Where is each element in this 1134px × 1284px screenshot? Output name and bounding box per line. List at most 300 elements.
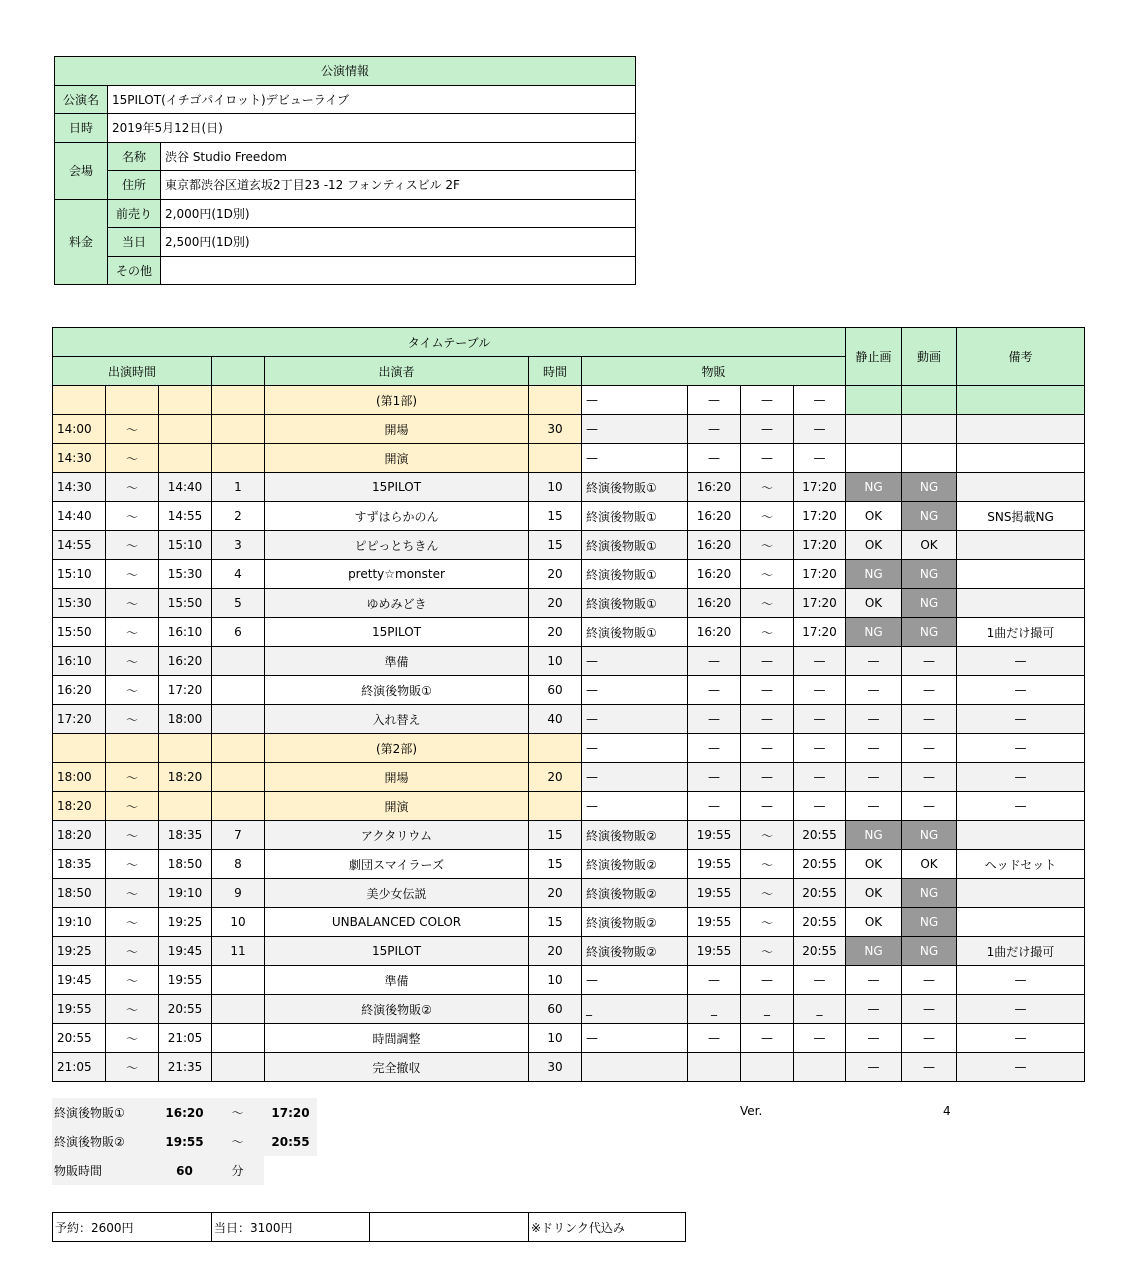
note <box>957 908 1085 937</box>
merch-start: 16:20 <box>688 473 741 502</box>
merch1-label: 終演後物販① <box>52 1098 158 1127</box>
timetable-row <box>53 415 1085 444</box>
photo-permission: NG <box>846 618 902 647</box>
merch-end: — <box>794 444 846 473</box>
photo-permission: NG <box>846 473 902 502</box>
merch-start: — <box>688 647 741 676</box>
photo-permission: OK <box>846 879 902 908</box>
time-tilde: ～ <box>106 676 159 705</box>
act-number <box>212 647 265 676</box>
duration <box>529 386 582 415</box>
video-permission: — <box>902 676 957 705</box>
video-permission: NG <box>902 821 957 850</box>
act-number <box>212 386 265 415</box>
duration: 10 <box>529 966 582 995</box>
merch-end: 20:55 <box>794 879 846 908</box>
merch-tilde <box>741 1053 794 1082</box>
note: — <box>957 734 1085 763</box>
merch-label: 終演後物販① <box>582 560 688 589</box>
duration: 20 <box>529 879 582 908</box>
time-tilde: ～ <box>106 850 159 879</box>
performer: 入れ替え <box>265 705 529 734</box>
end-time <box>159 386 212 415</box>
merch-start: — <box>688 734 741 763</box>
merch-tilde: — <box>741 444 794 473</box>
merch-tilde: ～ <box>741 502 794 531</box>
time-tilde: ～ <box>106 531 159 560</box>
merch-label: — <box>582 966 688 995</box>
end-time: 18:00 <box>159 705 212 734</box>
act-number <box>212 734 265 763</box>
merch-end: — <box>794 1024 846 1053</box>
venue-address-label: 住所 <box>108 171 161 200</box>
photo-permission <box>846 386 902 415</box>
start-time: 14:55 <box>53 531 106 560</box>
venue-address-value: 東京都渋谷区道玄坂2丁目23 -12 フォンティスビル 2F <box>161 171 636 200</box>
timetable-row <box>53 734 1085 763</box>
timetable-row <box>53 560 1085 589</box>
merch-time-value: 60 <box>158 1156 211 1185</box>
merch-tilde: — <box>741 386 794 415</box>
timetable-row <box>53 937 1085 966</box>
video-permission <box>902 386 957 415</box>
col-photo: 静止画 <box>846 328 902 386</box>
timetable-row <box>53 850 1085 879</box>
act-number <box>212 1024 265 1053</box>
timetable-row <box>53 763 1085 792</box>
fee-other-label: その他 <box>108 256 161 285</box>
merch-time-unit: 分 <box>211 1156 264 1185</box>
timetable-row <box>53 879 1085 908</box>
performer: 開演 <box>265 444 529 473</box>
video-permission: — <box>902 995 957 1024</box>
end-time: 15:30 <box>159 560 212 589</box>
duration: 20 <box>529 618 582 647</box>
merch-label: 終演後物販② <box>582 821 688 850</box>
fee-door-value: 2,500円(1D別) <box>161 228 636 257</box>
merch-start: _ <box>688 995 741 1024</box>
performer: 時間調整 <box>265 1024 529 1053</box>
photo-permission: — <box>846 1053 902 1082</box>
act-number <box>212 676 265 705</box>
act-number <box>212 415 265 444</box>
end-time: 17:20 <box>159 676 212 705</box>
duration: 20 <box>529 589 582 618</box>
time-tilde: ～ <box>106 763 159 792</box>
col-merch: 物販 <box>582 357 846 386</box>
merch-end: 17:20 <box>794 473 846 502</box>
merch-tilde: ～ <box>741 908 794 937</box>
time-tilde: ～ <box>106 647 159 676</box>
merch-end: _ <box>794 995 846 1024</box>
photo-permission: — <box>846 676 902 705</box>
photo-permission: — <box>846 966 902 995</box>
photo-permission: — <box>846 763 902 792</box>
start-time: 14:00 <box>53 415 106 444</box>
performer: 劇団スマイラーズ <box>265 850 529 879</box>
merch-start: 16:20 <box>688 589 741 618</box>
start-time: 18:00 <box>53 763 106 792</box>
end-time: 18:50 <box>159 850 212 879</box>
note: 1曲だけ撮可 <box>957 618 1085 647</box>
start-time: 18:20 <box>53 821 106 850</box>
merch-start: — <box>688 386 741 415</box>
merch-time-empty <box>264 1156 317 1185</box>
performer: 15PILOT <box>265 937 529 966</box>
performer: 開演 <box>265 792 529 821</box>
merch-start: — <box>688 444 741 473</box>
merch-tilde: — <box>741 647 794 676</box>
video-permission <box>902 415 957 444</box>
time-tilde: ～ <box>106 618 159 647</box>
end-time <box>159 734 212 763</box>
timetable-row <box>53 792 1085 821</box>
time-tilde: ～ <box>106 792 159 821</box>
video-permission: OK <box>902 531 957 560</box>
merch-start: — <box>688 705 741 734</box>
end-time: 16:10 <box>159 618 212 647</box>
event-info-table <box>54 56 636 285</box>
time-tilde: ～ <box>106 1024 159 1053</box>
performer: (第2部) <box>265 734 529 763</box>
duration: 20 <box>529 763 582 792</box>
merch-time-label: 物販時間 <box>52 1156 158 1185</box>
timetable-row <box>53 908 1085 937</box>
end-time: 19:25 <box>159 908 212 937</box>
note <box>957 444 1085 473</box>
end-time <box>159 444 212 473</box>
merch-label: 終演後物販① <box>582 473 688 502</box>
merch-end: — <box>794 966 846 995</box>
time-tilde: ～ <box>106 995 159 1024</box>
timetable-row <box>53 444 1085 473</box>
performer: 終演後物販② <box>265 995 529 1024</box>
act-number <box>212 763 265 792</box>
fee-advance-value: 2,000円(1D別) <box>161 199 636 228</box>
time-tilde <box>106 734 159 763</box>
end-time: 19:45 <box>159 937 212 966</box>
performer: 開場 <box>265 415 529 444</box>
merch-end: 20:55 <box>794 850 846 879</box>
time-tilde: ～ <box>106 560 159 589</box>
col-note: 備考 <box>957 328 1085 386</box>
duration: 10 <box>529 473 582 502</box>
title-value: 15PILOT(イチゴパイロット)デビューライブ <box>108 85 636 114</box>
duration: 15 <box>529 850 582 879</box>
merch-label: — <box>582 647 688 676</box>
duration: 10 <box>529 1024 582 1053</box>
video-permission: — <box>902 1024 957 1053</box>
timetable-row <box>53 821 1085 850</box>
video-permission: OK <box>902 850 957 879</box>
end-time: 14:55 <box>159 502 212 531</box>
start-time: 17:20 <box>53 705 106 734</box>
merch-summary <box>52 1098 317 1185</box>
start-time: 14:30 <box>53 444 106 473</box>
note: — <box>957 647 1085 676</box>
timetable-row <box>53 531 1085 560</box>
photo-permission: NG <box>846 560 902 589</box>
merch-start: — <box>688 415 741 444</box>
merch-start: — <box>688 763 741 792</box>
merch-start: — <box>688 1024 741 1053</box>
timetable-row <box>53 647 1085 676</box>
photo-permission: OK <box>846 850 902 879</box>
photo-permission <box>846 444 902 473</box>
date-label: 日時 <box>55 114 108 143</box>
photo-permission <box>846 415 902 444</box>
merch2-tilde: ～ <box>211 1127 264 1156</box>
col-time: 出演時間 <box>53 357 212 386</box>
merch-end: 17:20 <box>794 531 846 560</box>
col-number <box>212 357 265 386</box>
start-time: 19:55 <box>53 995 106 1024</box>
merch-label: — <box>582 1024 688 1053</box>
merch-start: — <box>688 676 741 705</box>
start-time: 19:45 <box>53 966 106 995</box>
merch-label: _ <box>582 995 688 1024</box>
performer: ゆめみどき <box>265 589 529 618</box>
note <box>957 386 1085 415</box>
video-permission: NG <box>902 473 957 502</box>
fee-door-label: 当日 <box>108 228 161 257</box>
photo-permission: — <box>846 792 902 821</box>
performer: 終演後物販① <box>265 676 529 705</box>
note <box>957 589 1085 618</box>
note: — <box>957 1024 1085 1053</box>
title-label: 公演名 <box>55 85 108 114</box>
note: — <box>957 995 1085 1024</box>
video-permission: NG <box>902 502 957 531</box>
merch-tilde: _ <box>741 995 794 1024</box>
merch-end: — <box>794 763 846 792</box>
end-time: 14:40 <box>159 473 212 502</box>
video-permission <box>902 444 957 473</box>
merch-end: — <box>794 676 846 705</box>
act-number: 11 <box>212 937 265 966</box>
time-tilde: ～ <box>106 1053 159 1082</box>
video-permission: — <box>902 1053 957 1082</box>
performer: 開場 <box>265 763 529 792</box>
photo-permission: NG <box>846 821 902 850</box>
fee-advance-label: 前売り <box>108 199 161 228</box>
merch-start: 19:55 <box>688 937 741 966</box>
note <box>957 415 1085 444</box>
start-time: 15:50 <box>53 618 106 647</box>
merch-tilde: ～ <box>741 560 794 589</box>
video-permission: — <box>902 705 957 734</box>
act-number <box>212 792 265 821</box>
act-number <box>212 705 265 734</box>
timetable-row <box>53 676 1085 705</box>
act-number: 1 <box>212 473 265 502</box>
note: — <box>957 705 1085 734</box>
venue-label: 会場 <box>55 142 108 199</box>
video-permission: NG <box>902 937 957 966</box>
merch-end: — <box>794 415 846 444</box>
merch1-start: 16:20 <box>158 1098 211 1127</box>
venue-name-label: 名称 <box>108 142 161 171</box>
merch-end <box>794 1053 846 1082</box>
merch2-end: 20:55 <box>264 1127 317 1156</box>
timetable-row <box>53 1053 1085 1082</box>
merch-label: — <box>582 792 688 821</box>
photo-permission: — <box>846 734 902 763</box>
note: ヘッドセット <box>957 850 1085 879</box>
merch-start: 19:55 <box>688 821 741 850</box>
performer: (第1部) <box>265 386 529 415</box>
timetable-row <box>53 966 1085 995</box>
video-permission: — <box>902 966 957 995</box>
fee-label: 料金 <box>55 199 108 285</box>
merch-end: 17:20 <box>794 502 846 531</box>
timetable-row <box>53 473 1085 502</box>
duration: 30 <box>529 1053 582 1082</box>
video-permission: NG <box>902 618 957 647</box>
duration: 60 <box>529 676 582 705</box>
time-tilde: ～ <box>106 821 159 850</box>
col-video: 動画 <box>902 328 957 386</box>
merch-tilde: ～ <box>741 937 794 966</box>
duration: 15 <box>529 531 582 560</box>
merch-end: 17:20 <box>794 618 846 647</box>
photo-permission: — <box>846 995 902 1024</box>
start-time: 21:05 <box>53 1053 106 1082</box>
duration: 15 <box>529 821 582 850</box>
timetable-row <box>53 502 1085 531</box>
merch-end: — <box>794 705 846 734</box>
merch-end: 20:55 <box>794 908 846 937</box>
timetable-header: タイムテーブル <box>53 328 846 357</box>
end-time: 19:55 <box>159 966 212 995</box>
end-time <box>159 792 212 821</box>
note: SNS掲載NG <box>957 502 1085 531</box>
merch-tilde: ～ <box>741 879 794 908</box>
merch-end: 20:55 <box>794 821 846 850</box>
note: — <box>957 676 1085 705</box>
end-time: 16:20 <box>159 647 212 676</box>
time-tilde: ～ <box>106 415 159 444</box>
act-number: 5 <box>212 589 265 618</box>
duration <box>529 792 582 821</box>
merch-tilde: ～ <box>741 821 794 850</box>
note <box>957 560 1085 589</box>
merch-end: 20:55 <box>794 937 846 966</box>
merch-label: 終演後物販① <box>582 589 688 618</box>
merch-start: 16:20 <box>688 618 741 647</box>
performer: 美少女伝説 <box>265 879 529 908</box>
merch-label: 終演後物販① <box>582 531 688 560</box>
merch-tilde: — <box>741 792 794 821</box>
time-tilde: ～ <box>106 937 159 966</box>
merch-start <box>688 1053 741 1082</box>
performer: 15PILOT <box>265 618 529 647</box>
version-value: 4 <box>943 1104 951 1118</box>
performer: pretty☆monster <box>265 560 529 589</box>
act-number: 9 <box>212 879 265 908</box>
merch-label: — <box>582 705 688 734</box>
merch-tilde: — <box>741 705 794 734</box>
end-time: 21:35 <box>159 1053 212 1082</box>
merch-start: — <box>688 792 741 821</box>
start-time: 18:50 <box>53 879 106 908</box>
merch-start: — <box>688 966 741 995</box>
merch-label: 終演後物販① <box>582 618 688 647</box>
merch-tilde: — <box>741 763 794 792</box>
end-time: 21:05 <box>159 1024 212 1053</box>
merch-tilde: — <box>741 676 794 705</box>
timetable-row <box>53 995 1085 1024</box>
note <box>957 531 1085 560</box>
photo-permission: OK <box>846 531 902 560</box>
price-note: ※ドリンク代込み <box>529 1213 686 1242</box>
start-time: 16:10 <box>53 647 106 676</box>
col-performer: 出演者 <box>265 357 529 386</box>
start-time: 20:55 <box>53 1024 106 1053</box>
end-time: 20:55 <box>159 995 212 1024</box>
merch-tilde: — <box>741 415 794 444</box>
merch-end: 17:20 <box>794 589 846 618</box>
start-time <box>53 734 106 763</box>
video-permission: — <box>902 763 957 792</box>
merch-tilde: ～ <box>741 589 794 618</box>
photo-permission: — <box>846 1024 902 1053</box>
time-tilde: ～ <box>106 502 159 531</box>
time-tilde: ～ <box>106 705 159 734</box>
start-time: 19:25 <box>53 937 106 966</box>
price-blank <box>370 1213 529 1242</box>
fee-other-value <box>161 256 636 285</box>
merch2-start: 19:55 <box>158 1127 211 1156</box>
act-number: 7 <box>212 821 265 850</box>
timetable-row <box>53 386 1085 415</box>
video-permission: NG <box>902 560 957 589</box>
merch-label: — <box>582 676 688 705</box>
video-permission: NG <box>902 879 957 908</box>
start-time <box>53 386 106 415</box>
note: 1曲だけ撮可 <box>957 937 1085 966</box>
merch-tilde: — <box>741 734 794 763</box>
act-number: 8 <box>212 850 265 879</box>
performer: ピピっとちきん <box>265 531 529 560</box>
performer: 準備 <box>265 647 529 676</box>
note: — <box>957 763 1085 792</box>
photo-permission: — <box>846 647 902 676</box>
time-tilde: ～ <box>106 966 159 995</box>
photo-permission: OK <box>846 589 902 618</box>
merch-end: 17:20 <box>794 560 846 589</box>
duration: 60 <box>529 995 582 1024</box>
time-tilde: ～ <box>106 589 159 618</box>
duration: 15 <box>529 908 582 937</box>
act-number: 2 <box>212 502 265 531</box>
merch-start: 19:55 <box>688 879 741 908</box>
merch-start: 16:20 <box>688 531 741 560</box>
merch-label: 終演後物販② <box>582 908 688 937</box>
price-reserve: 予約：2600円 <box>53 1213 212 1242</box>
start-time: 14:30 <box>53 473 106 502</box>
merch-label: — <box>582 734 688 763</box>
price-note-table <box>52 1212 686 1242</box>
merch-end: — <box>794 647 846 676</box>
video-permission: — <box>902 734 957 763</box>
merch-label: — <box>582 444 688 473</box>
merch1-end: 17:20 <box>264 1098 317 1127</box>
video-permission: — <box>902 792 957 821</box>
time-tilde: ～ <box>106 908 159 937</box>
timetable-row <box>53 618 1085 647</box>
merch-label: — <box>582 415 688 444</box>
